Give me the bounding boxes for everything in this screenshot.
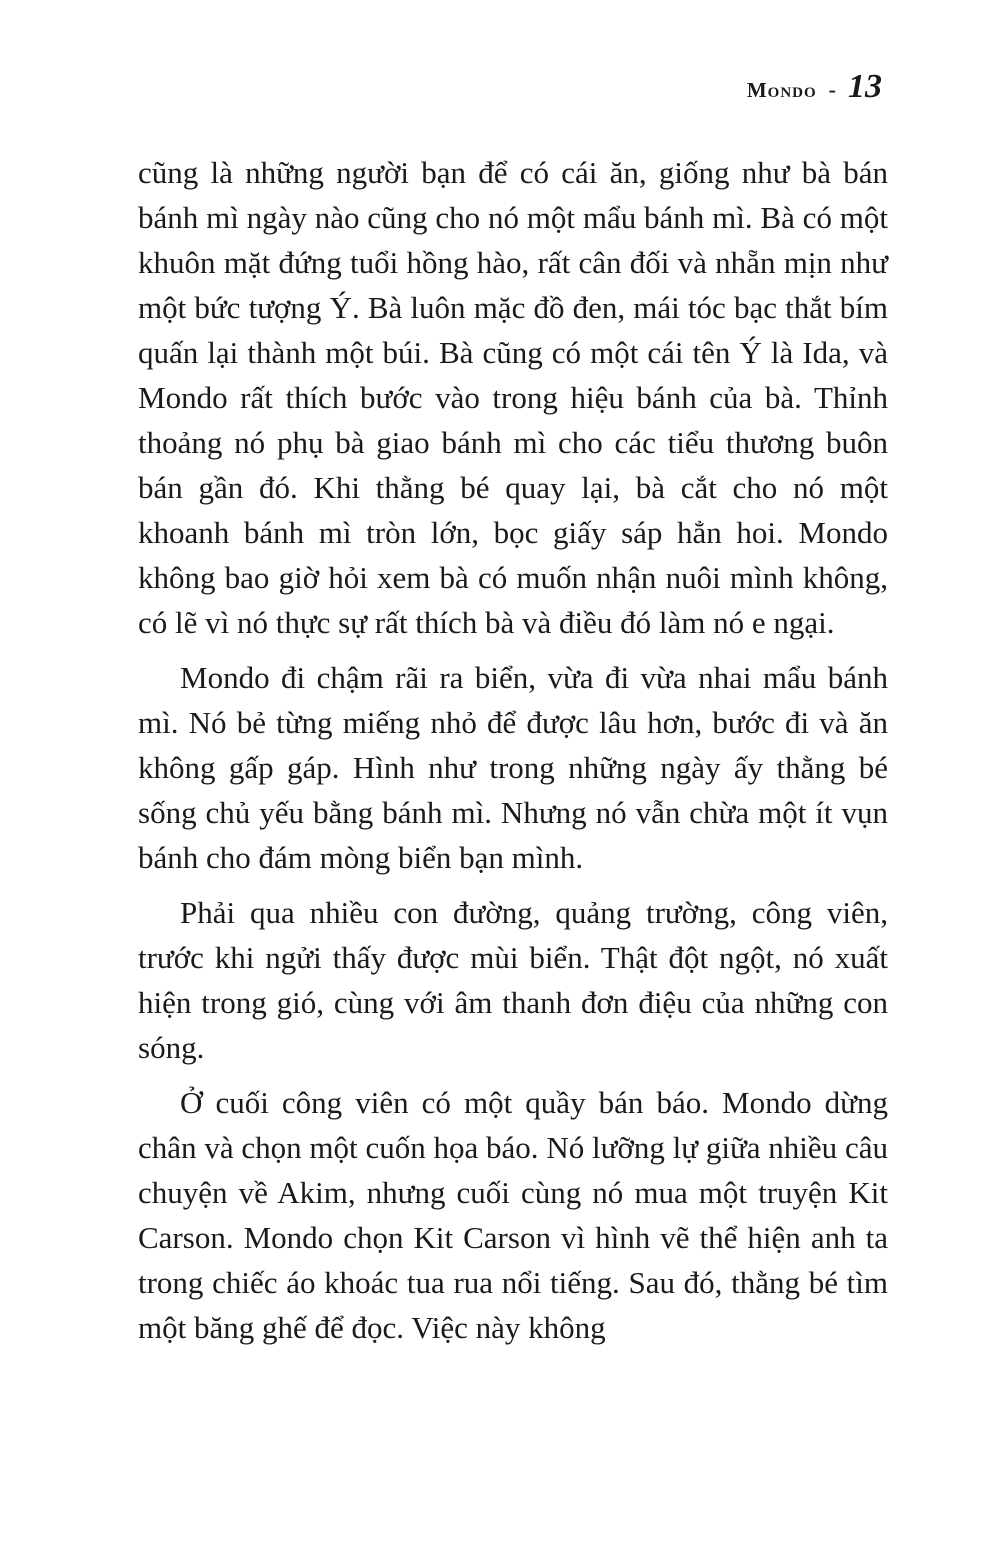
page-number: 13	[848, 68, 882, 105]
paragraph-continued: cũng là những người bạn để có cái ăn, giống như bà bán bánh mì ngày nào cũng cho nó một mẩu bánh mì. Bà có một khuôn mặt đứng tuổi hồng hào, rất cân đối và nhẵn mịn như một bức tượng Ý. Bà luôn mặc đồ đen, mái tóc bạc thắt bím quấn lại thành một búi. Bà cũng có một cái tên Ý là Ida, và Mondo rất thích bước vào trong hiệu bánh của bà. Thỉnh thoảng nó phụ bà giao bánh mì cho các tiểu thương buôn bán gần đó. Khi thằng bé quay lại, bà cắt cho nó một khoanh bánh mì tròn lớn, bọc giấy sáp hẳn hoi. Mondo không bao giờ hỏi xem bà có muốn nhận nuôi mình không, có lẽ vì nó thực sự rất thích bà và điều đó làm nó e ngại.	[138, 155, 888, 640]
paragraph: Mondo đi chậm rãi ra biển, vừa đi vừa nhai mẩu bánh mì. Nó bẻ từng miếng nhỏ để được lâu hơn, bước đi và ăn không gấp gáp. Hình như trong những ngày ấy thằng bé sống chủ yếu bằng bánh mì. Nhưng nó vẫn chừa một ít vụn bánh cho đám mòng biển bạn mình.	[138, 660, 888, 875]
running-header	[747, 68, 882, 106]
paragraph: Ở cuối công viên có một quầy bán báo. Mondo dừng chân và chọn một cuốn họa báo. Nó lưỡng lự giữa nhiều câu chuyện về Akim, nhưng cuối cùng nó mua một truyện Kit Carson. Mondo chọn Kit Carson vì hình vẽ thể hiện anh ta trong chiếc áo khoác tua rua nổi tiếng. Sau đó, thằng bé tìm một băng ghế để đọc. Việc này không	[138, 1085, 888, 1345]
running-title: Mondo	[746, 78, 817, 102]
header-separator: -	[828, 77, 836, 102]
paragraph: Phải qua nhiều con đường, quảng trường, công viên, trước khi ngửi thấy được mùi biển. Thật đột ngột, nó xuất hiện trong gió, cùng với âm thanh đơn điệu của những con sóng.	[138, 895, 888, 1065]
body-text	[138, 150, 888, 1360]
